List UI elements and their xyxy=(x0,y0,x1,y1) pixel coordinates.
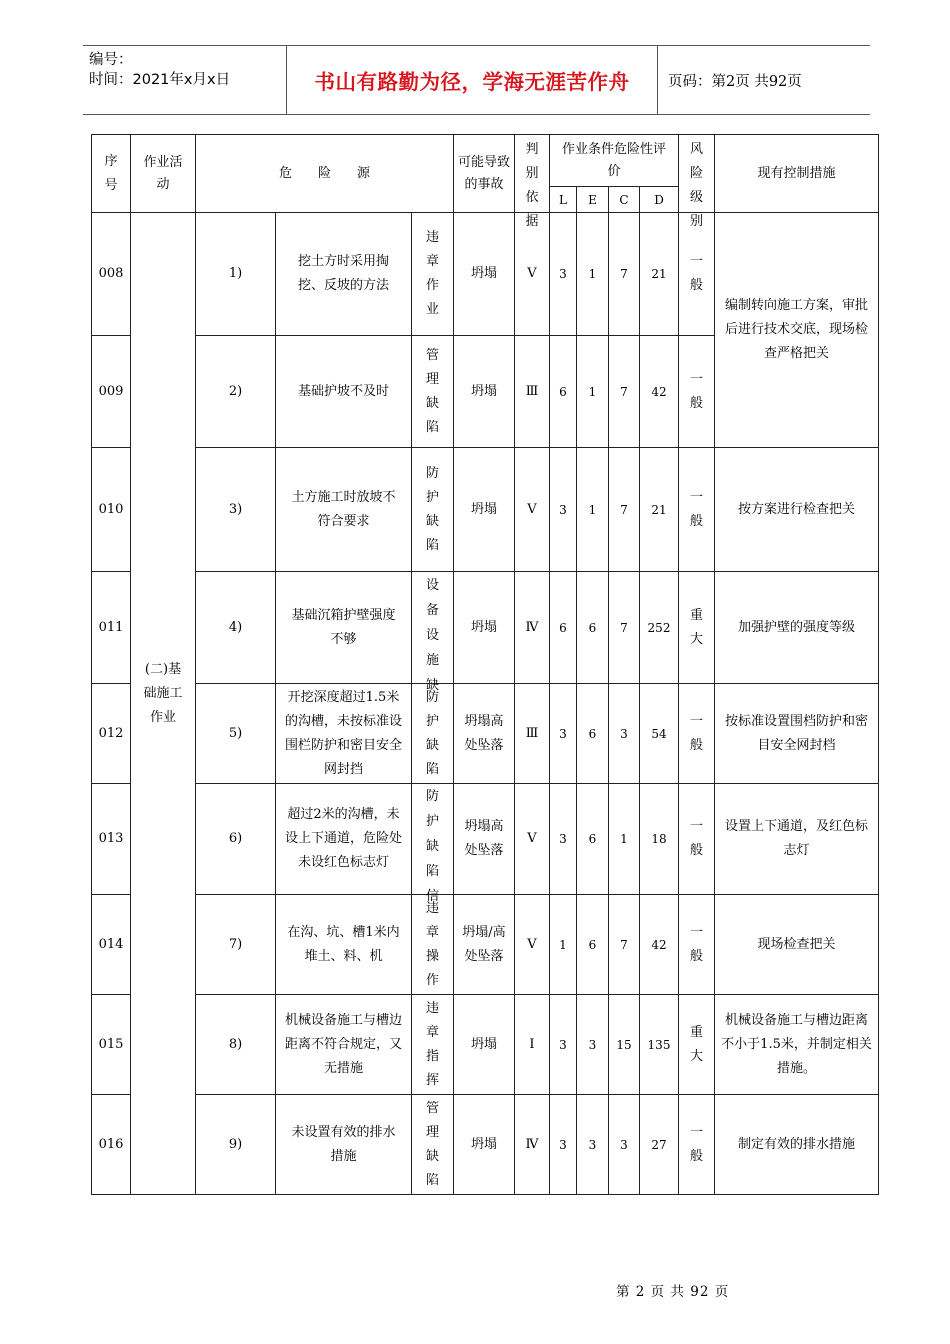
cell-num: 1) xyxy=(196,213,276,336)
cell-criteria: Ⅴ xyxy=(515,784,550,895)
cell-criteria: Ⅴ xyxy=(515,895,550,995)
cell-risk-level: 一般 xyxy=(679,895,715,995)
cell-control: 现场检查把关 xyxy=(715,895,879,995)
cell-accident: 坍塌 xyxy=(454,572,515,684)
col-header-evaluation: 作业条件危险性评价 xyxy=(550,135,679,187)
cell-risk-level: 一般 xyxy=(679,336,715,448)
cell-accident: 坍塌 xyxy=(454,213,515,336)
cell-hazard-desc: 基础沉箱护壁强度不够 xyxy=(276,572,412,684)
cell-e: 3 xyxy=(577,1095,609,1195)
cell-risk-level: 一般 xyxy=(679,784,715,895)
cell-criteria: Ⅴ xyxy=(515,213,550,336)
cell-hazard-desc: 开挖深度超过1.5米的沟槽，未按标准设围栏防护和密目安全网封挡 xyxy=(276,684,412,784)
cell-l: 3 xyxy=(550,448,577,572)
col-header-control: 现有控制措施 xyxy=(715,135,879,213)
cell-l: 6 xyxy=(550,572,577,684)
cell-hazard-type: 违章操作 xyxy=(412,895,454,995)
page-footer: 第 2 页 共 92 页 xyxy=(616,1284,730,1300)
cell-risk-level: 一般 xyxy=(679,1095,715,1195)
header-slogan: 书山有路勤为径，学海无涯苦作舟 xyxy=(287,46,658,115)
cell-hazard-type: 违章指挥 xyxy=(412,995,454,1095)
cell-num: 6) xyxy=(196,784,276,895)
cell-num: 9) xyxy=(196,1095,276,1195)
table-row xyxy=(92,213,879,336)
cell-accident: 坍塌/高处坠落 xyxy=(454,895,515,995)
cell-seq: 016 xyxy=(92,1095,131,1195)
cell-l: 3 xyxy=(550,995,577,1095)
cell-c: 7 xyxy=(609,336,640,448)
cell-accident: 坍塌高处坠落 xyxy=(454,684,515,784)
cell-c: 1 xyxy=(609,784,640,895)
cell-d: 27 xyxy=(640,1095,679,1195)
cell-seq: 008 xyxy=(92,213,131,336)
cell-risk-level: 重大 xyxy=(679,572,715,684)
cell-control: 设置上下通道，及红色标志灯 xyxy=(715,784,879,895)
cell-hazard-type: 违章作业 xyxy=(412,213,454,336)
cell-l: 3 xyxy=(550,784,577,895)
table-header-row xyxy=(92,135,879,187)
table-row xyxy=(92,1095,879,1195)
cell-e: 1 xyxy=(577,448,609,572)
cell-c: 3 xyxy=(609,1095,640,1195)
cell-criteria: Ⅰ xyxy=(515,995,550,1095)
cell-risk-level: 一般 xyxy=(679,684,715,784)
cell-hazard-desc: 在沟、坑、槽1米内堆土、料、机 xyxy=(276,895,412,995)
cell-risk-level: 一般 xyxy=(679,213,715,336)
col-header-hazard: 危 险 源 xyxy=(196,135,454,213)
cell-control: 制定有效的排水措施 xyxy=(715,1095,879,1195)
cell-accident: 坍塌高处坠落 xyxy=(454,784,515,895)
cell-d: 54 xyxy=(640,684,679,784)
col-header-risk-level: 风险级别 xyxy=(679,135,715,213)
cell-hazard-type: 防护缺陷 xyxy=(412,448,454,572)
cell-l: 3 xyxy=(550,1095,577,1195)
col-header-accident: 可能导致的事故 xyxy=(454,135,515,213)
cell-accident: 坍塌 xyxy=(454,995,515,1095)
cell-c: 7 xyxy=(609,572,640,684)
cell-e: 6 xyxy=(577,684,609,784)
cell-e: 6 xyxy=(577,784,609,895)
page-label-value: 第2页 共92页 xyxy=(711,73,802,90)
cell-l: 3 xyxy=(550,213,577,336)
cell-hazard-type: 管理缺陷 xyxy=(412,336,454,448)
cell-l: 1 xyxy=(550,895,577,995)
cell-accident: 坍塌 xyxy=(454,448,515,572)
cell-seq: 009 xyxy=(92,336,131,448)
cell-e: 6 xyxy=(577,572,609,684)
cell-criteria: Ⅴ xyxy=(515,448,550,572)
table-row xyxy=(92,784,879,895)
cell-hazard-desc: 机械设备施工与槽边距离不符合规定，又无措施 xyxy=(276,995,412,1095)
cell-seq: 014 xyxy=(92,895,131,995)
cell-num: 8) xyxy=(196,995,276,1095)
cell-num: 2) xyxy=(196,336,276,448)
table-row xyxy=(92,572,879,684)
col-header-c: C xyxy=(609,187,640,213)
cell-c: 15 xyxy=(609,995,640,1095)
cell-hazard-type: 防护缺陷信 xyxy=(412,784,454,895)
document-time-label: 时间：2021年x月x日 xyxy=(89,72,231,88)
cell-num: 4) xyxy=(196,572,276,684)
cell-accident: 坍塌 xyxy=(454,1095,515,1195)
cell-d: 21 xyxy=(640,448,679,572)
header-page-info xyxy=(658,46,871,115)
table-row xyxy=(92,448,879,572)
col-header-l: L xyxy=(550,187,577,213)
cell-seq: 010 xyxy=(92,448,131,572)
cell-activity-group: (二)基础施工作业 xyxy=(131,213,196,1195)
cell-e: 1 xyxy=(577,336,609,448)
cell-control-merged: 编制转向施工方案，审批后进行技术交底，现场检查严格把关 xyxy=(715,213,879,448)
cell-l: 3 xyxy=(550,684,577,784)
cell-hazard-type: 设备设施缺 xyxy=(412,572,454,684)
cell-hazard-desc: 未设置有效的排水措施 xyxy=(276,1095,412,1195)
cell-hazard-type: 管理缺陷 xyxy=(412,1095,454,1195)
cell-c: 3 xyxy=(609,684,640,784)
cell-d: 21 xyxy=(640,213,679,336)
cell-num: 5) xyxy=(196,684,276,784)
cell-d: 135 xyxy=(640,995,679,1095)
table-row xyxy=(92,684,879,784)
cell-d: 18 xyxy=(640,784,679,895)
hazard-table xyxy=(91,134,879,1195)
header-meta xyxy=(83,46,287,115)
cell-criteria: Ⅳ xyxy=(515,572,550,684)
cell-seq: 013 xyxy=(92,784,131,895)
cell-seq: 015 xyxy=(92,995,131,1095)
cell-e: 3 xyxy=(577,995,609,1095)
col-header-seq: 序号 xyxy=(92,135,131,213)
cell-risk-level: 一般 xyxy=(679,448,715,572)
cell-num: 3) xyxy=(196,448,276,572)
document-number-label: 编号： xyxy=(89,52,133,68)
cell-seq: 012 xyxy=(92,684,131,784)
cell-hazard-desc: 土方施工时放坡不符合要求 xyxy=(276,448,412,572)
cell-c: 7 xyxy=(609,448,640,572)
cell-criteria: Ⅲ xyxy=(515,684,550,784)
cell-d: 252 xyxy=(640,572,679,684)
cell-e: 1 xyxy=(577,213,609,336)
cell-c: 7 xyxy=(609,895,640,995)
cell-d: 42 xyxy=(640,895,679,995)
cell-d: 42 xyxy=(640,336,679,448)
cell-hazard-desc: 基础护坡不及时 xyxy=(276,336,412,448)
cell-c: 7 xyxy=(609,213,640,336)
cell-seq: 011 xyxy=(92,572,131,684)
col-header-criteria: 判别依据 xyxy=(515,135,550,213)
cell-accident: 坍塌 xyxy=(454,336,515,448)
cell-hazard-desc: 挖土方时采用掏挖、反坡的方法 xyxy=(276,213,412,336)
cell-risk-level: 重大 xyxy=(679,995,715,1095)
col-header-e: E xyxy=(577,187,609,213)
cell-hazard-type: 防护缺陷 xyxy=(412,684,454,784)
cell-criteria: Ⅳ xyxy=(515,1095,550,1195)
cell-l: 6 xyxy=(550,336,577,448)
cell-hazard-desc: 超过2米的沟槽，未设上下通道，危险处未设红色标志灯 xyxy=(276,784,412,895)
cell-criteria: Ⅲ xyxy=(515,336,550,448)
cell-num: 7) xyxy=(196,895,276,995)
cell-control: 加强护壁的强度等级 xyxy=(715,572,879,684)
table-row xyxy=(92,895,879,995)
cell-e: 6 xyxy=(577,895,609,995)
table-row xyxy=(92,995,879,1095)
cell-control: 按标准设置围档防护和密目安全网封档 xyxy=(715,684,879,784)
col-header-activity: 作业活动 xyxy=(131,135,196,213)
page-label-prefix: 页码： xyxy=(668,73,712,90)
page-header xyxy=(83,45,870,115)
col-header-d: D xyxy=(640,187,679,213)
cell-control: 按方案进行检查把关 xyxy=(715,448,879,572)
cell-control: 机械设备施工与槽边距离不小于1.5米，并制定相关措施。 xyxy=(715,995,879,1095)
